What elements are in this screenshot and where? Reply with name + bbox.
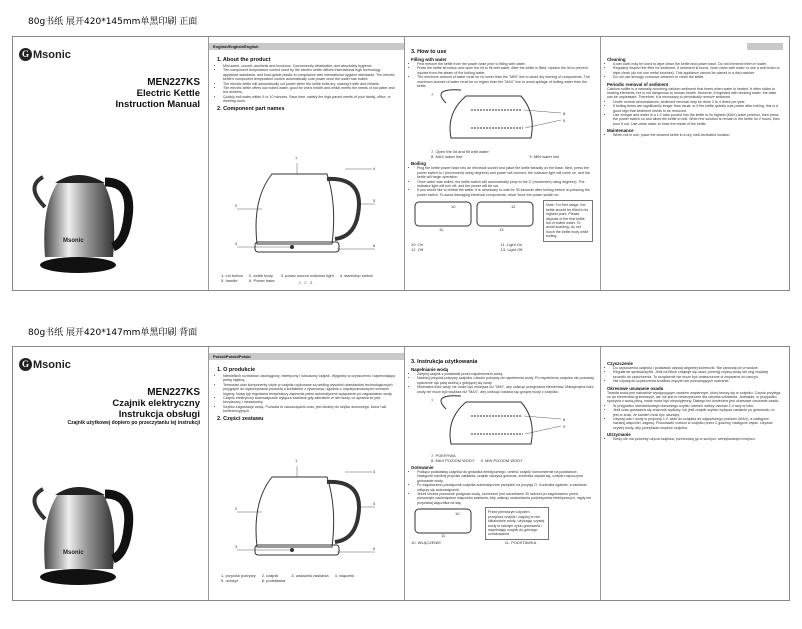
- brand-name: Msonic: [33, 358, 71, 371]
- legend-item: 1. Lid button: [221, 273, 244, 278]
- svg-text:13: 13: [499, 227, 504, 233]
- svg-text:6: 6: [373, 546, 376, 551]
- list-item: • If boiling times are significantly longer than usual, or if the kettle quickly cuts power after boiling, this is a good sign that sediment needs to be removed.: [613, 104, 781, 113]
- list-item: • Termostat oraz komponenty użyte w czajniku wykonane są według wysokich standardów technologicznych przyjętych do wykorzystania produktu a kontaktem z żywnością i zgodnie z międzynarodowymi normami higieny. Nowy typ regulatora temperatury zapewnia pełne automatyczne wyłączenie po zagotowaniu wody.: [223, 383, 396, 396]
- descaling-text: Calcium sulfite is a naturally occurring calcium sediment that forms when water is heated. It often sticks to heating elements, but is not dangerous to human health. However, if ingested with drinking water, the taste can be unpleasant. Therefore, it is necessary to periodically remove sediment.: [607, 86, 777, 100]
- list-item: • Jeżeli chcesz ponownie podgrzać wodę, konieczne jest odczekanie 30 sekund po zagotowaniu przed ponownym naciśnięciem włącznika zasilania. Aby uniknąć uszkodzenia podzespołów elektrycznych, nigdy nie przyciskaj włącznika na siłę.: [417, 492, 594, 505]
- first-use-note: Note: For first usage, the kettle should be filled to its highest point. Please dispose of the first kettle full of boiled water. To avoid scalding, do not touch the kettle body while boiling.: [543, 200, 593, 241]
- svg-text:6: 6: [373, 243, 376, 248]
- list-item: • Zdejmij czajnik z podstawki przed napełnieniem wodą.: [417, 372, 594, 376]
- filling-list: [411, 372, 594, 394]
- boiling-list: [411, 166, 594, 197]
- logo-mark-icon: G: [19, 358, 32, 371]
- list-item: • When not in use, place the cleaned kettle in a dry, well-ventilated location.: [613, 133, 781, 137]
- filling-legend: [411, 453, 594, 463]
- list-item: • Naciśnij przycisk pokrywy czajnika i otwórz pokrywę do napełnienia wody. Po napełnieniu czajnika nie pozwalaj oparzenie rąk parą wodną z gotującej się wody.: [417, 376, 594, 385]
- list-item: • If you would like to reheat the water, it is necessary to wait for 30 seconds after boiling before re-pressing the power switch. To avoid damaging electrical components, never force the power switch on.: [417, 188, 594, 197]
- list-item: • Mini-sized, curved, aesthetic and luxurious. Conveniently detachable, and absolutely hygienic.: [223, 64, 396, 68]
- cleaning-heading: Cleaning: [607, 57, 626, 62]
- legend-item: 11. Light On: [500, 241, 523, 247]
- section-usage-heading: 3. Instrukcja użytkowania: [411, 359, 478, 365]
- kettle-photo: [33, 147, 133, 277]
- section-about-heading: 1. O produkcie: [217, 367, 256, 373]
- list-item: • Po zagotowaniu przełącznik czajnika automatycznie przejdzie na pozycję O. Kontrolka zgaśnie, a zasilanie odłączy się automatycznie.: [417, 483, 594, 492]
- svg-text:4: 4: [373, 166, 376, 171]
- legend-item: 4. start/stop switch: [339, 273, 373, 278]
- legend-item: 9. MIN POZIOM WODY: [480, 458, 523, 464]
- list-item: • W przypadku standardowego domowego użytku, kamień należy usuwać 2-4 razy w roku.: [613, 404, 781, 408]
- legend-item: 2. kettle body: [249, 273, 273, 278]
- language-tab: Polski/Polski/Polski: [209, 353, 404, 360]
- manual-sheet-back: [12, 346, 790, 601]
- language-tab-marker: [747, 43, 783, 50]
- svg-text:10: 10: [455, 511, 460, 517]
- print-spec-caption: 80g书纸 展开420*145mm单黑印刷 正面: [28, 17, 198, 27]
- descaling-list: [607, 404, 781, 430]
- list-item: • Do czyszczenia czajnika i podstawki używaj wilgotnej ściereczki. Nie zanurzaj ich w wodzie.: [613, 366, 781, 370]
- svg-text:2: 2: [235, 506, 238, 511]
- cover-titles: [116, 77, 200, 110]
- svg-text:8: 8: [563, 111, 566, 117]
- svg-text:1: 1: [295, 458, 298, 463]
- legend-item: 1. przycisk pokrywy: [221, 573, 256, 578]
- about-panel: [209, 37, 405, 290]
- product-title: Electric Kettle: [136, 88, 200, 99]
- legend-item: 4. włącznik: [334, 573, 355, 578]
- brand-logo: [19, 358, 71, 371]
- descaling-text: Twarda woda jest naturalnie występującym osadem wapiennym, który tworzy się w czajniku. Często przylega on do elementów grzewczych, ale nie jest to niebezpieczne dla zdrowia człowieka. Jednakże, w przypadku spożycia z wodą pitną, smak może być nieprzyjemny. Dlatego też konieczne jest okresowe usuwanie osadu.: [607, 390, 781, 404]
- first-use-note: Przed pierwszym użyciem, przepłucz czajnik i zagotuj w nim kilkakrotnie wodę, używając czystej wody w każdym cyklu gotowania i napełniając czajnik do górnego oznakowania.: [485, 507, 549, 539]
- brand-name: Msonic: [33, 48, 71, 61]
- svg-text:9: 9: [563, 424, 566, 430]
- cleaning-panel: [601, 347, 789, 600]
- svg-text:7: 7: [431, 398, 434, 404]
- svg-text:5: 5: [373, 198, 376, 203]
- list-item: • Używaj octu i wody w proporcji 1:2, wlać do czajnika do najwyższego poziomu (MAX), a następnie naciśnij włącznik i zagotuj. Pozostawić roztwór w czajniku przez 2 godziny, następnie wylać. Używać czystej wody, aby przepłukać wnętrze czajnika.: [613, 417, 781, 430]
- boiling-heading: Gotowanie: [411, 465, 434, 471]
- cleaning-heading: Czyszczenie: [607, 361, 633, 366]
- about-list: [217, 374, 396, 414]
- about-list: [217, 64, 396, 104]
- parts-diagram: [237, 149, 377, 259]
- manual-title: Instruction Manual: [115, 99, 200, 110]
- filling-list: [411, 62, 594, 88]
- section-about-heading: 1. About the product: [217, 57, 271, 63]
- usage-panel: [405, 37, 601, 290]
- list-item: • The minimum amount of water must be no lower than the "MIN" line to avoid dry burning of components. The maximum amount of water must be no higher than the "MAX" line to avoid spillage of boiling water from the kettle.: [417, 75, 594, 88]
- legend-item: 3. power source indicator light: [280, 273, 334, 278]
- parts-legend: [221, 573, 354, 583]
- legend-item: 8. MAX water line: [431, 154, 463, 160]
- list-item: • Niewielkich rozmiarów, zaokrąglony, estetyczny i luksusowy czajnik. Wygodny w czyszczeniu i zapewniający pełną higienę.: [223, 374, 396, 383]
- boiling-list: [411, 470, 594, 505]
- language-tab: English/English/English: [209, 43, 404, 50]
- legend-item: 10. WŁĄCZENIE: [411, 539, 442, 545]
- print-spec-caption: 80g书纸 展开420*147mm单黑印刷 背面: [28, 328, 198, 338]
- about-panel: [209, 347, 405, 600]
- section-usage-heading: 3. How to use: [411, 49, 447, 55]
- product-title: Czajnik elektryczny: [112, 398, 200, 409]
- list-item: • Regularly inspect the filter for sediment. If sediment is found, rinse clean with water or use a soft brush to wipe clean (do not use metal brushes). This appliance cannot be placed in a dish washer.: [613, 66, 781, 75]
- legend-item: 12. Off: [411, 246, 423, 252]
- legend-item: 6. Power base: [249, 278, 275, 283]
- list-item: • The electric kettle will automatically cut power when the kettle boils dry, making it safe and reliable.: [223, 82, 396, 86]
- section-parts-heading: 2. Component part names: [217, 105, 285, 112]
- svg-text:Msonic: Msonic: [63, 238, 84, 244]
- list-item: • First remove the kettle from the power base prior to filling with water.: [417, 62, 594, 66]
- legend-item: 11. PODSTAWKA: [504, 539, 537, 545]
- list-item: • Plug the kettle power base into an electrical socket and place the kettle steadily on the base. Next, press the power switch to I (movement) using degrees) and power will connect, the indicator light will come on, and the kettle will begin operation.: [417, 166, 594, 179]
- logo-mark-icon: G: [19, 48, 32, 61]
- list-item: • Under normal circumstances, sediment removal may be done 2 to 4 times per year.: [613, 100, 781, 104]
- list-item: • Use vinegar and water in a 1:2 ratio poured into the kettle to its highest (MAX) water position, then press the power switch on and allow the kettle to boil. When the solution is remain in the kettle for 2 hours, then pour it out. Use clean water to rinse the inside of the kettle.: [613, 113, 781, 126]
- filling-heading: Napełnianie wodą: [411, 367, 449, 372]
- legend-item: 6. podstawka: [261, 578, 286, 583]
- manual-title: Instrukcja obsługi: [118, 409, 200, 420]
- cleaning-list: [607, 62, 781, 80]
- filling-diagram: [411, 394, 581, 448]
- switch-diagram: [411, 507, 481, 537]
- legend-item: 3. wskaźnik zasilania: [291, 573, 329, 578]
- list-item: • A wet cloth may be used to wipe clean the kettle and power base. Do not immerse them in water.: [613, 62, 781, 66]
- svg-text:11: 11: [439, 227, 444, 233]
- list-item: • Czajnik elektryczny automatycznie wyłącza zasilanie gdy zabraknie w nim wody, co sprawia że jest bezpieczny i niezawodny.: [223, 396, 396, 405]
- legend-item: 9. MIN water line: [529, 154, 560, 160]
- maintenance-heading: Maintenance: [607, 128, 634, 134]
- parts-diagram: [237, 452, 377, 562]
- svg-text:8: 8: [563, 417, 566, 423]
- legend-item: 2. czajnik: [261, 573, 279, 578]
- maintenance-list: [607, 437, 781, 441]
- legend-item: 5. uchwyt: [221, 578, 238, 583]
- list-item: • Nie używaj do czyszczenia środków żrących lub powodujących ścieranie.: [613, 379, 781, 383]
- maintenance-list: [607, 133, 781, 137]
- legend-item: 5. handle: [221, 278, 238, 283]
- switch-diagram: [411, 200, 539, 232]
- svg-text:7: 7: [431, 92, 434, 98]
- list-item: • Podłącz podstawkę czajnika do gniazdka elektrycznego, umieść czajnik równomiernie na podstawce. Następnie naciśnij przycisk zasilania, czajnik zaczyna gotować, kontrolka zapala się, czajnik rozpoczyna gotowanie wody.: [417, 470, 594, 483]
- cover-titles: [67, 387, 200, 426]
- filling-diagram: [411, 88, 581, 144]
- cover-subtitle: Czajnik użytkowej dopiero po przeczytaniu tej instrukcji: [67, 420, 200, 426]
- descaling-heading: Periodic removal of sediment: [607, 81, 669, 87]
- brand-logo: [19, 48, 71, 61]
- cover-panel: [13, 347, 209, 600]
- maintenance-heading: Utrzymanie: [607, 432, 631, 438]
- manual-sheet-front: [12, 36, 790, 291]
- svg-text:2: 2: [235, 203, 238, 208]
- cleaning-list: [607, 366, 781, 384]
- svg-text:4: 4: [373, 469, 376, 474]
- legend-item: 8. MAX POZIOM WODY: [431, 458, 475, 464]
- model-number: MEN227KS: [147, 387, 200, 398]
- svg-text:5: 5: [373, 501, 376, 506]
- svg-text:3: 3: [235, 241, 238, 246]
- svg-text:12: 12: [511, 204, 516, 210]
- list-item: • The component temperature control used by the electric kettle utilizes international high technology appliance standards, and food-grade plastic in compliance with international hygiene standards. The electric kettle's component temperature control automatically cuts power once the water has boiled.: [223, 68, 396, 81]
- descaling-list: [607, 100, 781, 126]
- cover-panel: [13, 37, 209, 290]
- list-item: • Quickly boil water within 5 or 10 minutes. Save time, satisfy the high-paced needs of your family, office, or meeting room.: [223, 95, 396, 104]
- svg-text:9: 9: [563, 118, 566, 124]
- list-item: • Szybko zagotowuje wodę. Pozwala to zaoszczędzić czas, jest idealny do użytku domowego, biura i sal konferencyjnych.: [223, 405, 396, 414]
- svg-text:11: 11: [441, 533, 446, 539]
- list-item: • The electric kettle offers low boiled water, good for one's health and which meets the needs of hot water and tea drinkers.: [223, 86, 396, 95]
- descaling-heading: Okresowe usuwanie osadu: [607, 385, 664, 391]
- switch-legend: [411, 540, 594, 545]
- legend-item: 10. On: [411, 241, 424, 247]
- filling-legend: [411, 149, 594, 159]
- legend-item: 7. Open the lid and fill with water: [431, 149, 489, 155]
- svg-text:1: 1: [295, 155, 298, 160]
- page-number: 1 . 2 . 3 .: [298, 280, 315, 285]
- kettle-photo: [33, 459, 133, 589]
- boiling-heading: Boiling: [411, 161, 426, 167]
- list-item: • Kiedy nie ma potrzeby użycia czajnika, przechowuj go w suchym, wentylowanym miejscu.: [613, 437, 781, 441]
- list-item: • Once water was boiled, the kettle switch will automatically jump to the O (movement) using degrees). The indicator light will turn off, and the power will be cut.: [417, 180, 594, 189]
- model-number: MEN227KS: [147, 77, 200, 88]
- cleaning-panel: [601, 37, 789, 290]
- filling-heading: Filling with water: [411, 57, 447, 62]
- switch-legend: [411, 242, 594, 252]
- legend-item: 7. POKRYWA: [431, 453, 456, 459]
- list-item: • Minimalna ilość wody nie może być mniejsza niż "MIN", aby uniknąć przegrzania elementów. Maksymalna ilość wody nie może być większa niż "MAX", aby uniknąć rozlania się gorącej wody z czajnika.: [417, 385, 594, 394]
- section-parts-heading: 2. Części zestawu: [217, 415, 264, 422]
- list-item: • Regularnie sprawdzaj filtr. Jeśli na filtrze znajduje się osad, przemyj czystą wodą lub użyj miękkiej szczotki do czyszczenia. To urządzenie nie może być umieszczone w zmywarce do naczyń.: [613, 370, 781, 379]
- usage-panel: [405, 347, 601, 600]
- svg-text:3: 3: [235, 544, 238, 549]
- svg-text:10: 10: [451, 204, 456, 210]
- list-item: • Press the kettle lid button and open the lid to fill with water. After the kettle is filled, replace the lid to prevent injuries from the steam of the boiling water.: [417, 66, 594, 75]
- list-item: • Do not use strongly corrosive cleaners to clean the kettle.: [613, 75, 781, 79]
- legend-item: 13. Light Off: [500, 246, 523, 252]
- list-item: • Jeśli czas gotowania się znacznie wydłuży, lub jeśli czajnik szybko wyłącza zasilanie po gotowaniu, to jest to znak, że kamień musi być usunięty.: [613, 408, 781, 417]
- svg-text:Msonic: Msonic: [63, 550, 84, 556]
